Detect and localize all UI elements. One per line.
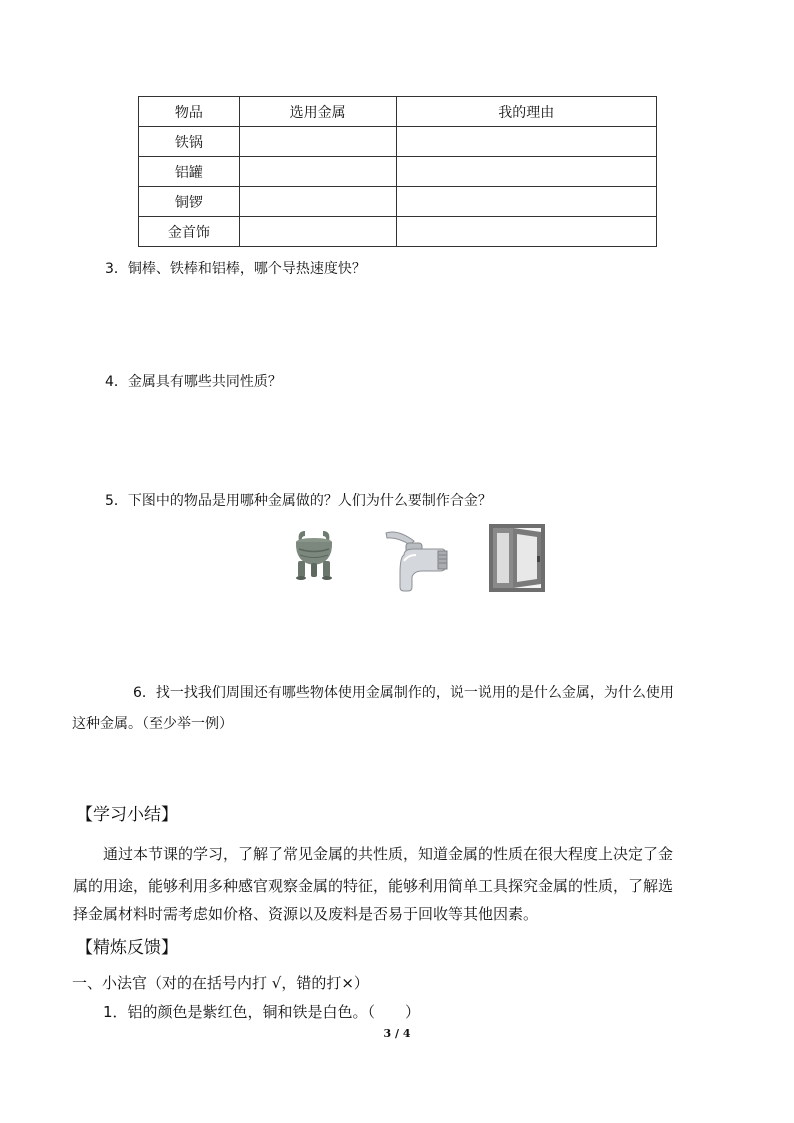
question-5: 5．下图中的物品是用哪种金属做的？人们为什么要制作合金？ xyxy=(105,493,492,509)
table-header-cell: 选用金属 xyxy=(239,97,396,127)
practice-heading: 【精炼反馈】 xyxy=(76,938,178,958)
table-header-row xyxy=(139,97,657,127)
window-frame-icon xyxy=(488,523,546,593)
ding-icon xyxy=(289,527,339,583)
table-cell-item: 铁锅 xyxy=(139,127,240,157)
table-row xyxy=(139,157,657,187)
table-cell-reason[interactable] xyxy=(396,217,657,247)
table-cell-reason[interactable] xyxy=(396,187,657,217)
table-cell-reason[interactable] xyxy=(396,157,657,187)
table-header-cell: 物品 xyxy=(139,97,240,127)
table-cell-metal[interactable] xyxy=(239,157,396,187)
table-row xyxy=(139,187,657,217)
summary-line-3: 择金属材料时需考虑如价格、资源以及废料是否易于回收等其他因素。 xyxy=(73,905,539,923)
table-cell-metal[interactable] xyxy=(239,187,396,217)
question-6-line2: 这种金属。（至少举一例） xyxy=(72,716,233,732)
faucet-icon xyxy=(384,527,448,593)
table-row xyxy=(139,127,657,157)
question-4: 4．金属具有哪些共同性质？ xyxy=(105,374,282,390)
summary-line-2: 属的用途，能够利用多种感官观察金属的特征，能够利用简单工具探究金属的性质，了解选 xyxy=(73,877,674,895)
metal-selection-table xyxy=(138,96,657,247)
practice-item-1: 1．铝的颜色是紫红色，铜和铁是白色。（ ） xyxy=(103,1003,421,1021)
table-cell-item: 铝罐 xyxy=(139,157,240,187)
question-6-line1: 6．找一找我们周围还有哪些物体使用金属制作的，说一说用的是什么金属，为什么使用 xyxy=(133,685,674,701)
table-cell-item: 铜锣 xyxy=(139,187,240,217)
question-3: 3．铜棒、铁棒和铝棒，哪个导热速度快？ xyxy=(105,261,366,277)
table-row xyxy=(139,217,657,247)
practice-section-1: 一、小法官（对的在括号内打 √，错的打×） xyxy=(72,974,369,992)
summary-heading: 【学习小结】 xyxy=(76,805,178,825)
table-cell-item: 金首饰 xyxy=(139,217,240,247)
table-cell-metal[interactable] xyxy=(239,217,396,247)
table-cell-metal[interactable] xyxy=(239,127,396,157)
table-header-cell: 我的理由 xyxy=(396,97,657,127)
page-number: 3 / 4 xyxy=(383,1027,411,1040)
table-cell-reason[interactable] xyxy=(396,127,657,157)
summary-line-1: 通过本节课的学习，了解了常见金属的共性质，知道金属的性质在很大程度上决定了金 xyxy=(103,845,674,863)
